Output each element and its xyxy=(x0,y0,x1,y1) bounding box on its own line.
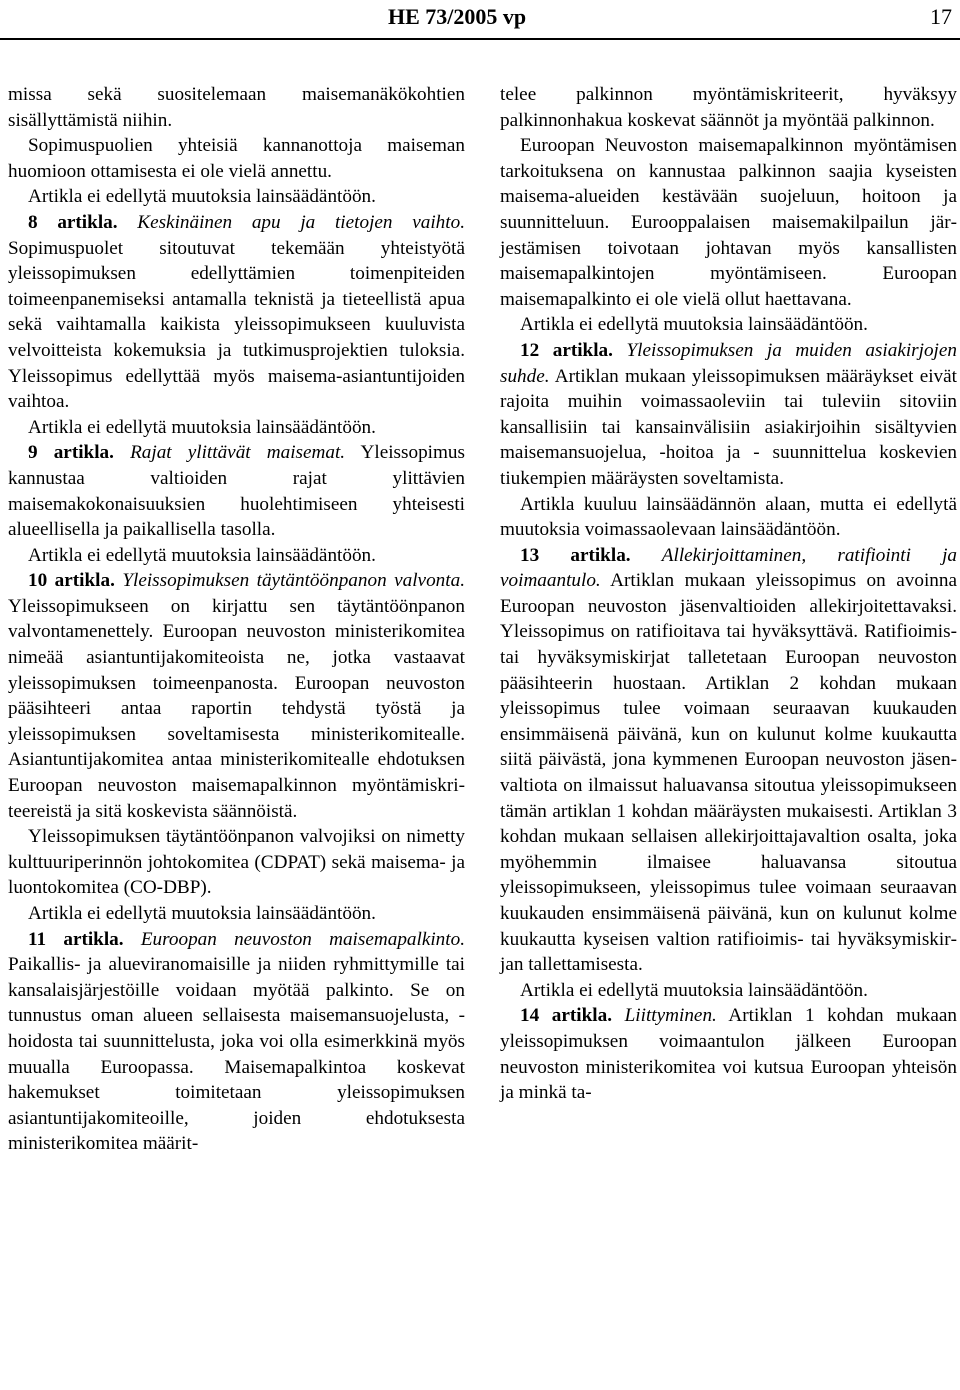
article-paragraph xyxy=(500,1003,957,1105)
article-title: Keskinäinen apu ja tietojen vaihto. xyxy=(137,211,465,233)
paragraph-text: Yleissopimus kannustaa valtioiden rajat ylittävien maisemakokonaisuuksien huolehtimiseen yhteisesti alueellisella ja paikallisella tasolla. xyxy=(8,442,465,541)
paragraph-text: Artikla ei edellytä muutoksia lainsäädäntöön. xyxy=(28,416,376,438)
article-heading: 8 artikla. xyxy=(28,211,118,233)
article-heading: 9 artikla. xyxy=(28,442,114,464)
article-heading: 12 artikla. xyxy=(520,339,613,361)
article-paragraph xyxy=(8,440,465,542)
paragraph-text: Artikla ei edellytä muutoksia lainsäädäntöön. xyxy=(28,186,376,208)
article-heading: 11 artikla. xyxy=(28,928,124,950)
paragraph-text: telee palkinnon myöntämiskriteerit, hyväksyy palkinnonhakua koskevat säännöt ja myöntää palkinnon. xyxy=(500,84,957,131)
paragraph xyxy=(8,82,465,133)
paragraph xyxy=(8,543,465,569)
article-paragraph xyxy=(8,210,465,415)
paragraph xyxy=(500,978,957,1004)
article-paragraph xyxy=(500,338,957,492)
paragraph-text: Yleissopimukseen on kirjattu sen täytäntöönpanon valvontamenettely. Euroopan neuvoston ministerikomitea nimeää asiantuntijakomiteoista ne, jotka vastaavat yleissopimuksen toimeenpanosta. Euroopan neuvoston pääsihteeri antaa raportin tehdystä työstä ja yleissopimuksen soveltamisesta ministerikomitealle. Asiantuntijakomitea antaa ministerikomitealle ehdotuksen Euroopan neuvoston maisemapalkinnon myöntämiskriteereistä ja sitä koskevista säännöistä. xyxy=(8,595,465,822)
article-title: Rajat ylittävät maisemat. xyxy=(130,442,346,464)
paragraph-text: Artikla ei edellytä muutoksia lainsäädäntöön. xyxy=(28,903,376,924)
paragraph xyxy=(500,82,957,133)
article-heading: 14 artikla. xyxy=(520,1005,613,1027)
left-column xyxy=(8,82,465,1157)
paragraph xyxy=(8,415,465,441)
paragraph xyxy=(500,492,957,543)
paragraph-text: Artiklan mukaan yleissopimus on avoinna Euroopan neuvoston jäsenvaltioiden allekirjoitettavaksi. Yleissopimus on ratifioitava tai hyväksyttävä. Ratifioimis- tai hyväksymiskirjat talletetaan Euroopan neuvoston pääsihteerin huostaan. Artiklan 2 kohdan mukaan yleissopimus tulee voimaan seuraavan kuukauden ensimmäisenä päivänä, kun on kulunut kolme kuukautta siitä päivästä, jona kymmenen Euroopan neuvoston jäsenvaltiota on ilmaissut haluavansa sitoutua yleissopimukseen tämän artiklan 1 kohdan määräysten mukaisesti. Artiklan 3 kohdan mukaan sellaisen allekirjoittajavaltion osalta, joka myöhemmin ilmaisee haluavansa sitoutua yleissopimukseen, yleissopimus tulee voimaan seuraavan kuukauden ensimmäisenä päivänä, kun on kulunut kolme kuukautta kyseisen valtion ratifioimis- tai hyväksymiskirjan tallettamisesta. xyxy=(500,570,957,976)
article-heading: 13 artikla. xyxy=(520,544,631,566)
paragraph-text: Sopimuspuolien yhteisiä kannanottoja maiseman huomioon ottamisesta ei ole vielä annettu. xyxy=(8,135,465,182)
article-paragraph xyxy=(8,568,465,824)
paragraph xyxy=(8,901,465,927)
paragraph xyxy=(8,133,465,184)
article-paragraph xyxy=(8,927,465,1157)
page-number: 17 xyxy=(930,4,952,29)
article-title: Yleissopimuksen ja muiden asiakirjojen suhde. xyxy=(500,339,957,387)
right-column xyxy=(500,82,957,1106)
paragraph-text: Artikla ei edellytä muutoksia lainsäädäntöön. xyxy=(28,544,376,566)
document-reference: HE 73/2005 vp xyxy=(388,4,527,29)
header-rule xyxy=(0,38,960,40)
article-title: Liittyminen. xyxy=(624,1005,717,1027)
paragraph xyxy=(8,824,465,901)
article-paragraph xyxy=(500,543,957,978)
article-heading: 10 artikla. xyxy=(28,570,115,592)
paragraph xyxy=(8,184,465,210)
paragraph-text: Artikla ei edellytä muutoksia lainsäädäntöön. xyxy=(520,314,868,336)
page-header xyxy=(0,0,960,40)
paragraph-text: Artiklan mukaan yleissopimuksen määräykset eivät rajoita muihin voimassaoleviin tai tuleviin sitoviin kansallisiin tai kansainvälisiin asiakirjoihin sisältyvien maisemansuojelua, -hoitoa ja - suunnittelua koskevien tiukempien määräysten soveltamista. xyxy=(500,365,957,489)
article-title: Allekirjoittaminen, ratifiointi ja voimaantulo. xyxy=(500,544,958,592)
paragraph xyxy=(500,133,957,312)
paragraph-text: Artikla kuuluu lainsäädännön alaan, mutta ei edellytä muutoksia voimassaolevaan lainsäädäntöön. xyxy=(500,493,957,541)
article-title: Euroopan neuvoston maisemapalkinto. xyxy=(140,928,465,950)
paragraph-text: Artiklan 1 kohdan mukaan yleissopimuksen voimaantulon jälkeen Euroopan neuvoston ministerikomitea voi kutsua Euroopan yhteisön ja minkä ta- xyxy=(500,1005,957,1104)
paragraph-text: Sopimuspuolet sitoutuvat tekemään yhteistyötä yleissopimuksen edellyttämien toimenpiteiden toimeenpanemiseksi antamalla teknistä ja tieteellistä apua sekä vaihtamalla kaikista yleissopimukseen kuuluvista velvoitteista kokemuksia ja tutkimusprojektien tuloksia. Yleissopimus edellyttää myös maisema-asiantuntijoiden vaihtoa. xyxy=(8,237,465,413)
paragraph-text: Paikallis- ja alueviranomaisille ja niiden ryhmittymille tai kansalaisjärjestöille voidaan myötää palkinto. Se on tunnustus oman alueen sellaisesta maisemansuojelusta, -hoidosta tai suunnittelusta, joka voi olla esimerkkinä myös muualla Euroopassa. Maisemapalkintoa koskevat hakemukset toimitetaan yleissopimuksen asiantuntijakomiteoille, joiden ehdotuksesta ministerikomitea määrit- xyxy=(8,954,465,1155)
paragraph-text: Artikla ei edellytä muutoksia lainsäädäntöön. xyxy=(520,979,868,1001)
paragraph-text: Euroopan Neuvoston maisemapalkinnon myöntämisen tarkoituksena on kannustaa palkinnon saajia kyseisten maisema-alueiden kestävään suojeluun, hoitoon ja suunnitteluun. Eurooppalaisen maisemakilpailun järjestämisen toivotaan johtavan myös kansallisten maisemapalkintojen myöntämiseen. Euroopan maisemapalkinto ei ole vielä ollut haettavana. xyxy=(500,135,957,310)
paragraph xyxy=(500,312,957,338)
paragraph-text: Yleissopimuksen täytäntöönpanon valvojiksi on nimetty kulttuuriperinnön johtokomitea (CDPAT) sekä maisema- ja luontokomitea (CO-DBP). xyxy=(8,826,465,899)
paragraph-text: missa sekä suositelemaan maisemanäkökohtien sisällyttämistä niihin. xyxy=(8,84,465,131)
article-title: Yleissopimuksen täytäntöönpanon valvonta. xyxy=(122,570,465,592)
